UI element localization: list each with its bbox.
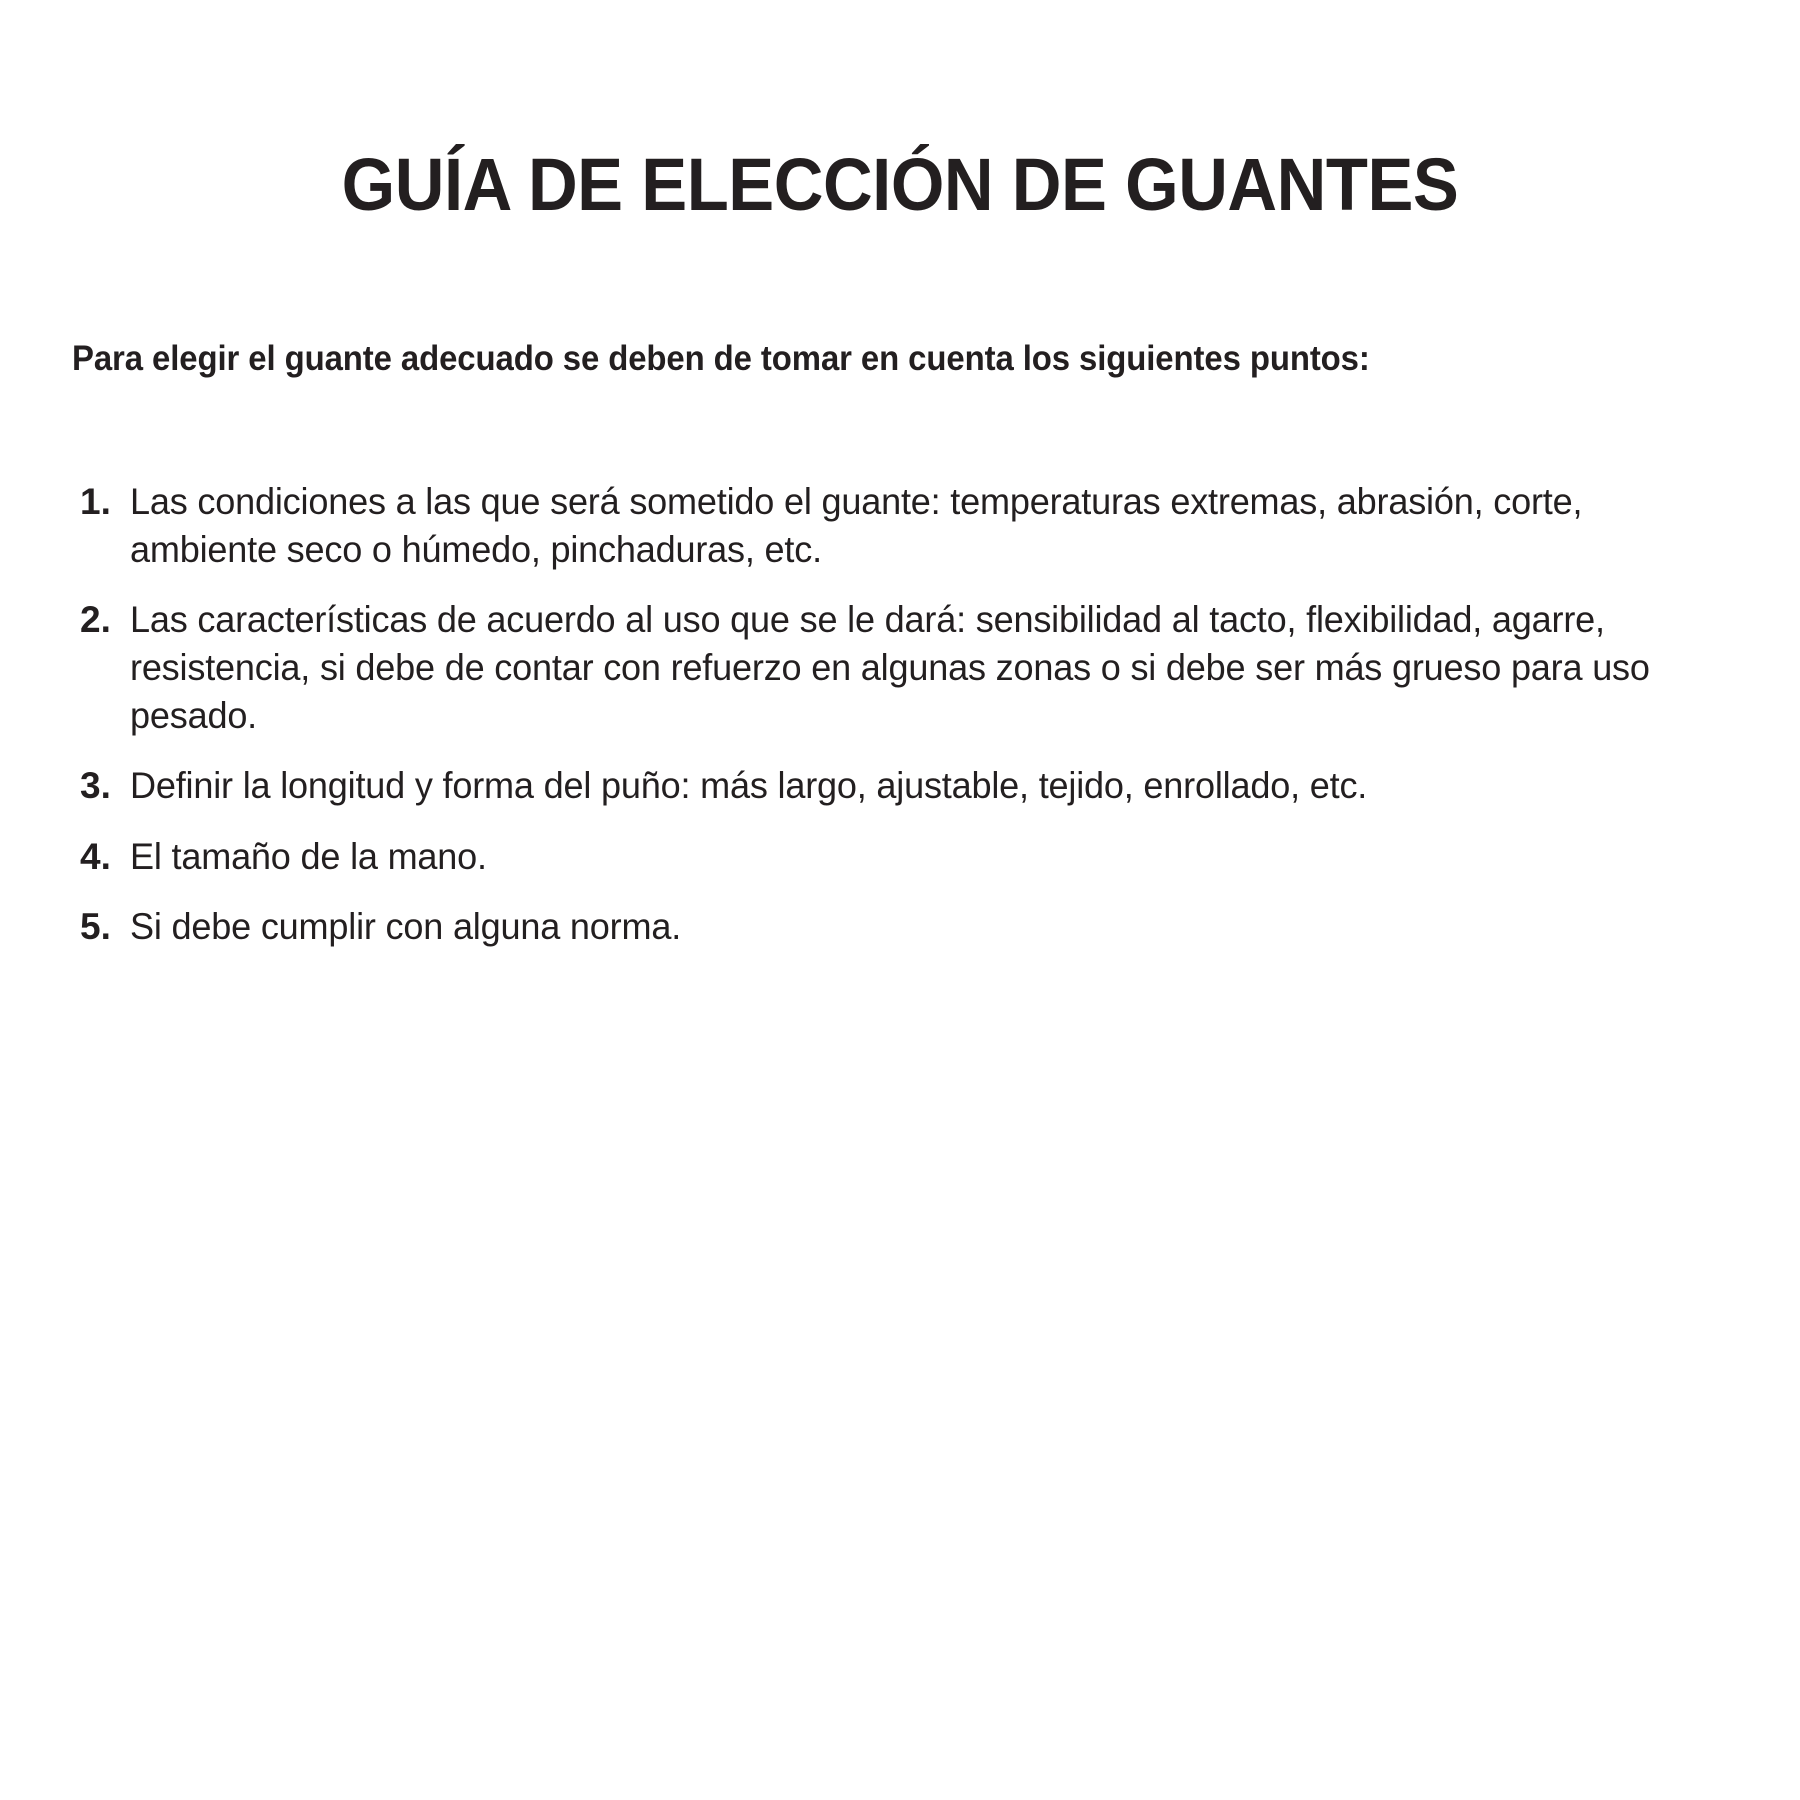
list-item-marker: 5. xyxy=(80,905,111,947)
list-item-text: Las condiciones a las que será sometido el guante: temperaturas extremas, abrasión, corte, ambiente seco o húmedo, pinchaduras, etc. xyxy=(130,481,1583,571)
list-item-marker: 1. xyxy=(80,481,111,522)
list-item-marker: 3. xyxy=(80,765,111,807)
list-item xyxy=(72,833,1732,881)
list-item-text: Las características de acuerdo al uso que se le dará: sensibilidad al tacto, flexibilidad, agarre, resistencia, si debe de contar con refuerzo en algunas zonas o si debe ser más grueso para uso pesado. xyxy=(130,599,1650,737)
list-item-marker: 2. xyxy=(80,599,111,641)
list-item-text: Definir la longitud y forma del puño: más largo, ajustable, tejido, enrollado, etc. xyxy=(130,765,1368,807)
list-item xyxy=(72,596,1732,740)
numbered-list xyxy=(72,478,1732,973)
list-item xyxy=(72,762,1732,810)
list-item-marker: 4. xyxy=(80,835,111,877)
page-title: GUÍA DE ELECCIÓN DE GUANTES xyxy=(341,143,1459,226)
list-item xyxy=(72,903,1732,951)
list-item xyxy=(72,478,1732,574)
list-item-text: El tamaño de la mano. xyxy=(130,835,487,877)
list-item-text: Si debe cumplir con alguna norma. xyxy=(130,905,682,947)
lead-paragraph: Para elegir el guante adecuado se deben de tomar en cuenta los siguientes puntos: xyxy=(72,339,1370,378)
